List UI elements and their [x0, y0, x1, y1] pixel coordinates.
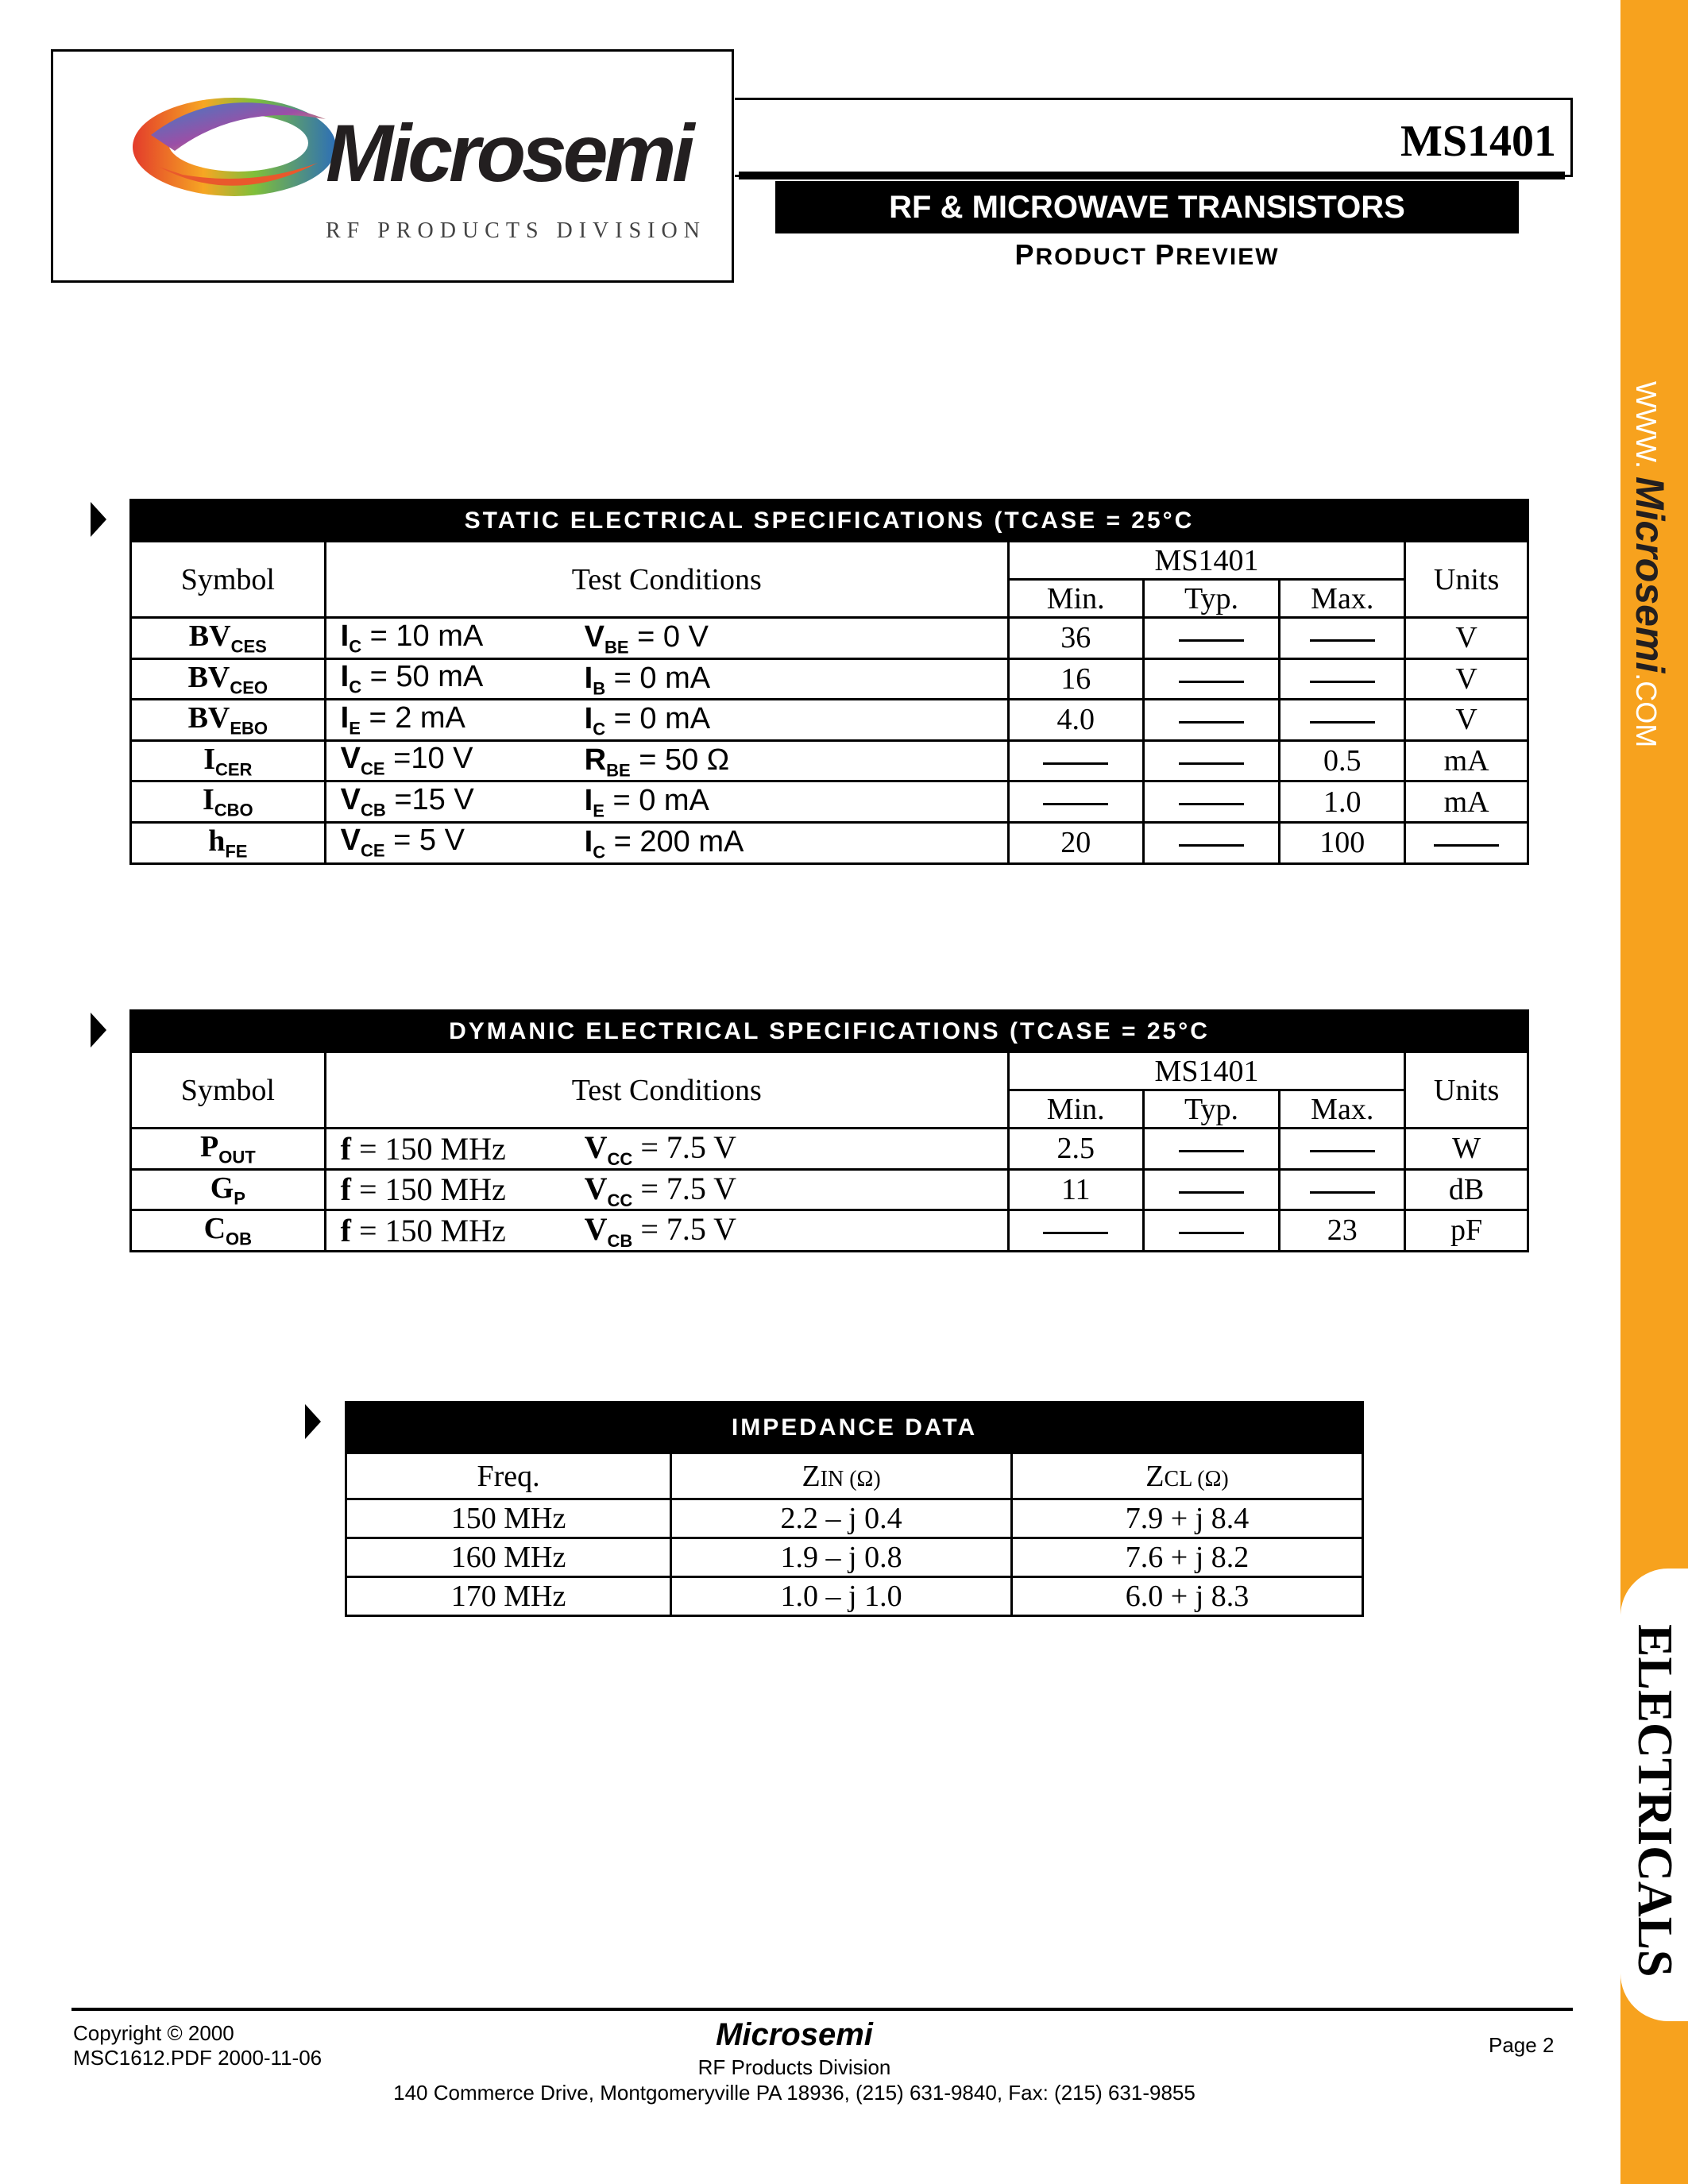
symbol-cell: $BV_{CEO}$ [131, 658, 326, 700]
col-test-conditions: Test Conditions [325, 542, 1008, 618]
symbol-cell: $C_{OB}$ [131, 1210, 326, 1252]
dash-mark [1179, 1150, 1244, 1152]
symbol-cell: $BV_{CES}$ [131, 618, 326, 659]
table-row [346, 1538, 1363, 1577]
units-cell: V [1405, 700, 1528, 741]
symbol-cell: $I_{CBO}$ [131, 781, 326, 823]
static-table-title: STATIC ELECTRICAL SPECIFICATIONS (TCASE = 25°C [131, 500, 1528, 542]
units-cell: dB [1405, 1169, 1528, 1210]
units-cell: W [1405, 1129, 1528, 1170]
typ-cell [1143, 700, 1280, 741]
min-cell: 4.0 [1008, 700, 1143, 741]
dash-mark [1310, 639, 1375, 642]
conditions-cell: $I_C = 10$ mA $V_{BE} = 0$ V [325, 618, 1008, 659]
conditions-cell: $V_{CE} =10$ V $R_{BE} = 50$ Ω [325, 740, 1008, 781]
typ-cell [1143, 1210, 1280, 1252]
zcl-cell: 7.9 + j 8.4 [1012, 1499, 1363, 1538]
electricals-tab [1620, 1569, 1688, 2021]
max-cell [1280, 1169, 1405, 1210]
table-row [131, 1169, 1528, 1210]
col-min: Min. [1008, 580, 1143, 618]
zin-cell: 2.2 – j 0.4 [671, 1499, 1012, 1538]
conditions-cell: $V_{CE} = 5$ V $I_C = 200$ mA [325, 822, 1008, 863]
conditions-cell: f = 150 MHz $V_{CC} = 7.5$ V [325, 1129, 1008, 1170]
col-part-number: MS1401 [1008, 542, 1404, 580]
min-cell: 20 [1008, 822, 1143, 863]
max-cell: 23 [1280, 1210, 1405, 1252]
typ-cell [1143, 658, 1280, 700]
units-cell: V [1405, 658, 1528, 700]
zcl-cell: 7.6 + j 8.2 [1012, 1538, 1363, 1577]
dynamic-table-title: DYMANIC ELECTRICAL SPECIFICATIONS (TCASE = 25°C [131, 1011, 1528, 1052]
static-section-arrow-icon [91, 502, 106, 537]
freq-cell: 170 MHz [346, 1577, 671, 1616]
table-row [131, 618, 1528, 659]
max-cell [1280, 658, 1405, 700]
max-cell: 1.0 [1280, 781, 1405, 823]
category-bar [775, 181, 1519, 233]
impedance-section-arrow-icon [305, 1404, 321, 1439]
dash-mark [1179, 844, 1244, 847]
dynamic-section-arrow-icon [91, 1013, 106, 1048]
min-cell [1008, 1210, 1143, 1252]
conditions-cell: $V_{CB} =15$ V $I_E = 0$ mA [325, 781, 1008, 823]
typ-cell [1143, 740, 1280, 781]
dash-mark [1043, 1232, 1108, 1234]
footer-copyright: Copyright © 2000 [73, 2021, 234, 2045]
col-symbol: Symbol [131, 1052, 326, 1129]
col-units: Units [1405, 1052, 1528, 1129]
dash-mark [1310, 1191, 1375, 1194]
table-row [131, 781, 1528, 823]
symbol-cell: $BV_{EBO}$ [131, 700, 326, 741]
units-cell: mA [1405, 781, 1528, 823]
conditions-cell: f = 150 MHz $V_{CC} = 7.5$ V [325, 1169, 1008, 1210]
table-row [131, 658, 1528, 700]
footer-rule [71, 2008, 1573, 2011]
col-min: Min. [1008, 1090, 1143, 1129]
footer-company: Microsemi [716, 2017, 873, 2052]
conditions-cell: f = 150 MHz $V_{CB} = 7.5$ V [325, 1210, 1008, 1252]
units-cell [1405, 822, 1528, 863]
min-cell: 16 [1008, 658, 1143, 700]
col-typ: Typ. [1143, 580, 1280, 618]
footer-address: 140 Commerce Drive, Montgomeryville PA 18936, (215) 631-9840, Fax: (215) 631-9855 [393, 2081, 1196, 2105]
typ-cell [1143, 822, 1280, 863]
dash-mark [1179, 803, 1244, 805]
electricals-label: ELECTRICALS [1628, 1624, 1682, 1978]
min-cell: 11 [1008, 1169, 1143, 1210]
table-row [131, 700, 1528, 741]
col-typ: Typ. [1143, 1090, 1280, 1129]
category-label: RF & MICROWAVE TRANSISTORS [889, 189, 1405, 225]
dash-mark [1179, 681, 1244, 683]
table-row [131, 1210, 1528, 1252]
typ-cell [1143, 1129, 1280, 1170]
dash-mark [1179, 1232, 1244, 1234]
col-zcl: ZCL (Ω) [1012, 1453, 1363, 1499]
dash-mark [1179, 721, 1244, 723]
table-row [131, 1129, 1528, 1170]
typ-cell [1143, 618, 1280, 659]
freq-cell: 160 MHz [346, 1538, 671, 1577]
impedance-table [345, 1401, 1364, 1617]
footer-doc-id: MSC1612.PDF 2000-11-06 [73, 2046, 323, 2070]
col-units: Units [1405, 542, 1528, 618]
dash-mark [1179, 762, 1244, 765]
min-cell [1008, 781, 1143, 823]
max-cell [1280, 618, 1405, 659]
col-part-number: MS1401 [1008, 1052, 1404, 1090]
part-number-box [735, 98, 1573, 177]
static-spec-table [129, 499, 1529, 865]
part-number: MS1401 [1400, 117, 1556, 166]
symbol-cell: $P_{OUT}$ [131, 1129, 326, 1170]
dash-mark [1179, 1191, 1244, 1194]
col-symbol: Symbol [131, 542, 326, 618]
col-zin: ZIN (Ω) [671, 1453, 1012, 1499]
impedance-table-title: IMPEDANCE DATA [346, 1403, 1363, 1453]
dash-mark [1310, 681, 1375, 683]
part-box-shadow [739, 172, 1565, 179]
col-max: Max. [1280, 580, 1405, 618]
table-row [346, 1499, 1363, 1538]
logo-wordmark: Microsemi [326, 108, 691, 199]
footer-division: RF Products Division [697, 2055, 891, 2079]
table-row [131, 822, 1528, 863]
symbol-cell: $I_{CER}$ [131, 740, 326, 781]
typ-cell [1143, 1169, 1280, 1210]
min-cell [1008, 740, 1143, 781]
product-preview: PRODUCT PREVIEW [1014, 238, 1280, 271]
symbol-cell: $G_P$ [131, 1169, 326, 1210]
units-cell: pF [1405, 1210, 1528, 1252]
table-row [131, 740, 1528, 781]
table-row [346, 1577, 1363, 1616]
footer-page: Page 2 [1489, 2033, 1555, 2057]
dash-mark [1043, 762, 1108, 765]
typ-cell [1143, 781, 1280, 823]
dash-mark [1179, 639, 1244, 642]
col-freq: Freq. [346, 1453, 671, 1499]
col-max: Max. [1280, 1090, 1405, 1129]
dash-mark [1310, 1150, 1375, 1152]
dynamic-spec-table [129, 1009, 1529, 1252]
min-cell: 2.5 [1008, 1129, 1143, 1170]
zin-cell: 1.9 – j 0.8 [671, 1538, 1012, 1577]
max-cell [1280, 1129, 1405, 1170]
dash-mark [1310, 721, 1375, 723]
dash-mark [1043, 803, 1108, 805]
conditions-cell: $I_E = 2$ mA $I_C = 0$ mA [325, 700, 1008, 741]
zcl-cell: 6.0 + j 8.3 [1012, 1577, 1363, 1616]
max-cell [1280, 700, 1405, 741]
side-website: WWW. Microsemi.COM [1628, 381, 1672, 748]
logo-division: RF PRODUCTS DIVISION [326, 218, 706, 243]
max-cell: 0.5 [1280, 740, 1405, 781]
zin-cell: 1.0 – j 1.0 [671, 1577, 1012, 1616]
min-cell: 36 [1008, 618, 1143, 659]
units-cell: mA [1405, 740, 1528, 781]
freq-cell: 150 MHz [346, 1499, 671, 1538]
dash-mark [1434, 844, 1499, 847]
conditions-cell: $I_C = 50$ mA $I_B = 0$ mA [325, 658, 1008, 700]
max-cell: 100 [1280, 822, 1405, 863]
microsemi-logo-icon [127, 87, 342, 206]
units-cell: V [1405, 618, 1528, 659]
col-test-conditions: Test Conditions [325, 1052, 1008, 1129]
symbol-cell: $h_{FE}$ [131, 822, 326, 863]
